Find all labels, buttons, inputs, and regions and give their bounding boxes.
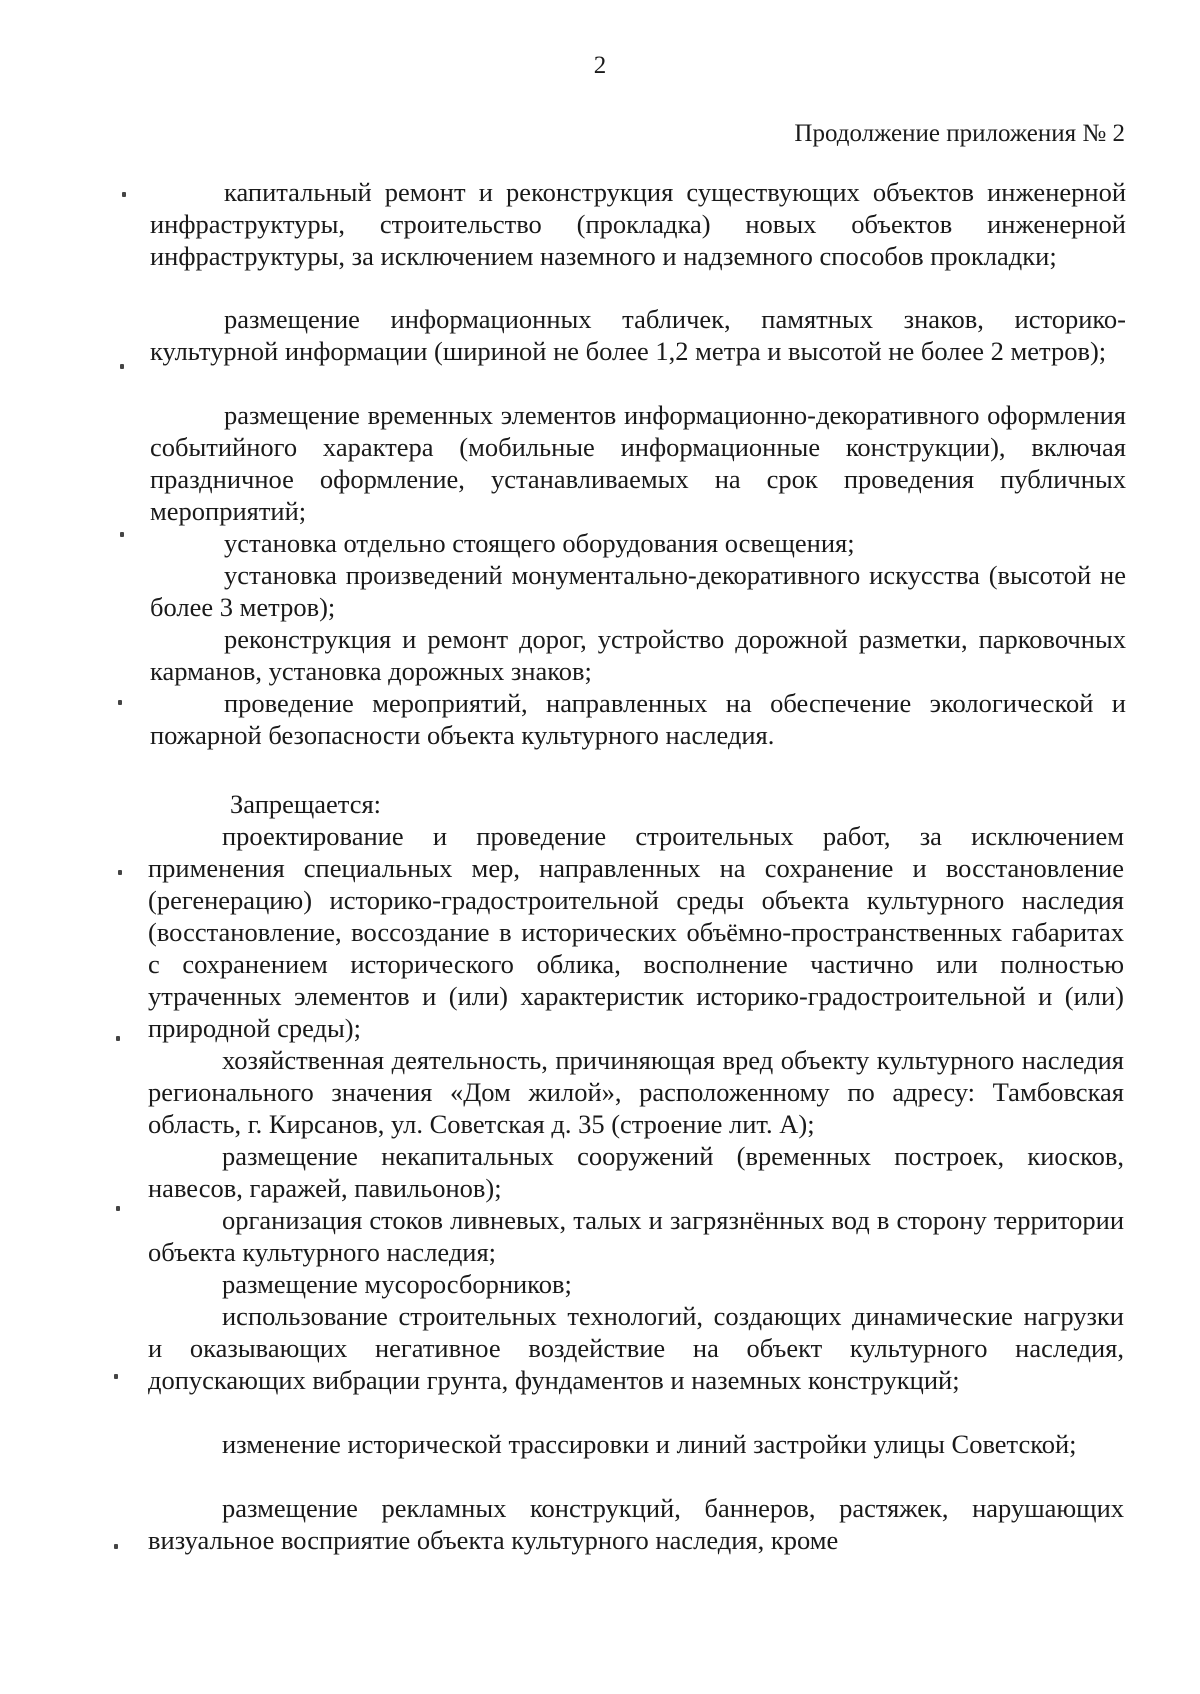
page-number: 2 — [593, 52, 607, 79]
appendix-continuation-note: Продолжение приложения № 2 — [794, 120, 1125, 147]
prohibited-item-advertising: размещение рекламных конструкций, баннеров, растяжек, нарушающих визуальное восприятие объекта культурного наследия, кроме — [148, 1493, 1124, 1555]
prohibited-item-street-layout-change: изменение исторической трассировки и линий застройки улицы Советской; — [222, 1429, 1077, 1459]
allowed-item-temporary-decoration: размещение временных элементов информационно-декоративного оформления событийного характера (мобильные информационные конструкции), включая праздничное оформление, устанавливаемых на срок проведения публичных мероприятий; — [150, 400, 1126, 526]
prohibited-item-dynamic-load-technologies: использование строительных технологий, создающих динамические нагрузки и оказывающих негативное воздействие на объект культурного наследия, допускающих вибрации грунта, фундаментов и наземных конструкций; — [148, 1301, 1124, 1395]
scan-margin-mark — [118, 700, 122, 705]
allowed-item-monumental-art: установка произведений монументально-декоративного искусства (высотой не более 3 метров); — [150, 560, 1126, 622]
allowed-item-lighting-equipment: установка отдельно стоящего оборудования освещения; — [224, 528, 855, 558]
allowed-item-safety-measures: проведение мероприятий, направленных на обеспечение экологической и пожарной безопасности объекта культурного наследия. — [150, 688, 1126, 750]
prohibited-item-harmful-activity: хозяйственная деятельность, причиняющая вред объекту культурного наследия регионального значения «Дом жилой», расположенному по адресу: Тамбовская область, г. Кирсанов, ул. Советская д. 35 (строение лит. А); — [148, 1045, 1124, 1139]
prohibited-item-water-drainage: организация стоков ливневых, талых и загрязнённых вод в сторону территории объекта культурного наследия; — [148, 1205, 1124, 1267]
allowed-item-information-plaques: размещение информационных табличек, памятных знаков, историко-культурной информации (шириной не более 1,2 метра и высотой не более 2 метров); — [150, 304, 1126, 366]
scan-margin-mark — [116, 1036, 120, 1041]
scan-margin-mark — [118, 870, 122, 875]
scan-margin-mark — [116, 1206, 120, 1211]
prohibited-item-construction-works: проектирование и проведение строительных работ, за исключением применения специальных мер, направленных на сохранение и восстановление (регенерацию) историко-градостроительной среды объекта культурного наследия (восстановление, воссоздание в исторических объёмно-пространственных габаритах с сохранением исторического облика, восполнение частично или полностью утраченных элементов и (или) характеристик историко-градостроительной и (или) природной среды); — [148, 821, 1124, 1043]
scan-margin-mark — [114, 1544, 118, 1549]
scan-margin-mark — [120, 532, 124, 537]
allowed-item-engineering-infrastructure: капитальный ремонт и реконструкция существующих объектов инженерной инфраструктуры, строительство (прокладка) новых объектов инженерной инфраструктуры, за исключением наземного и надземного способов прокладки; — [150, 177, 1126, 271]
prohibited-item-temporary-structures: размещение некапитальных сооружений (временных построек, киосков, навесов, гаражей, павильонов); — [148, 1141, 1124, 1203]
prohibited-item-garbage-bins: размещение мусоросборников; — [222, 1269, 572, 1299]
scan-margin-mark — [114, 1374, 118, 1379]
prohibited-heading: Запрещается: — [230, 789, 382, 819]
scan-margin-mark — [120, 364, 124, 369]
scan-margin-mark — [122, 192, 126, 197]
allowed-item-road-repair: реконструкция и ремонт дорог, устройство дорожной разметки, парковочных карманов, установка дорожных знаков; — [150, 624, 1126, 686]
